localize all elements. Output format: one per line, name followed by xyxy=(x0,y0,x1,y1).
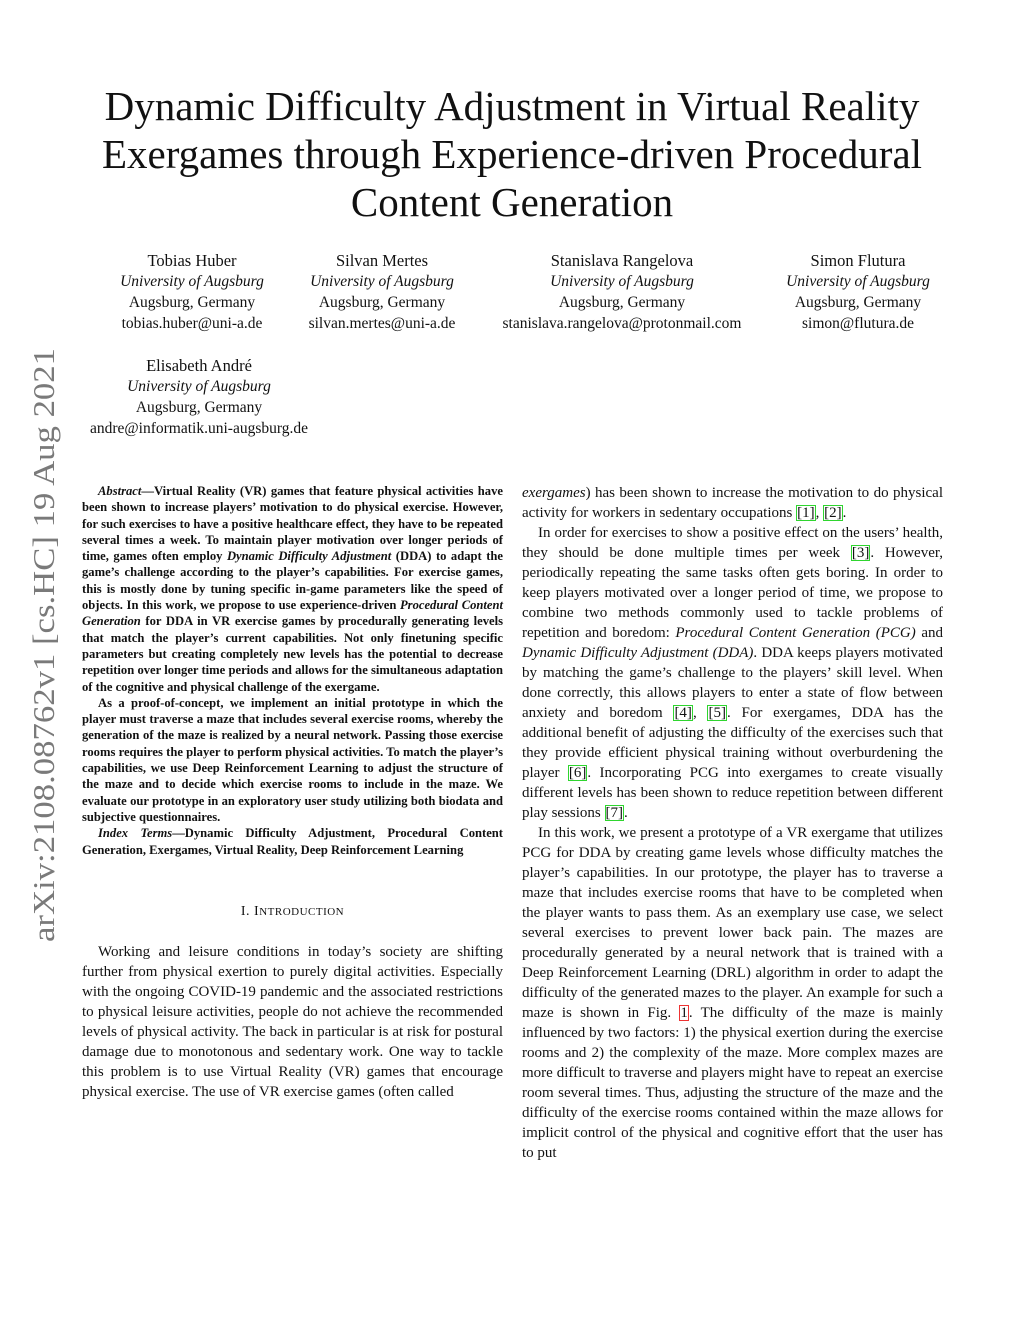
author-name: Tobias Huber xyxy=(147,251,237,270)
section-rest: NTRODUCTION xyxy=(259,905,345,918)
author-name: Silvan Mertes xyxy=(335,251,429,270)
body-text: . Incorporating PCG into exergames to create visually different levels has been shown to reduce repetition between different play sessions xyxy=(522,765,943,821)
author-block-2 xyxy=(292,250,472,334)
author-name: Stanislava Rangelova xyxy=(550,251,694,270)
figure-reference-link[interactable]: 1 xyxy=(680,1005,688,1021)
author-location: Augsburg, Germany xyxy=(558,294,686,311)
author-name: Elisabeth André xyxy=(146,356,252,375)
paper-title xyxy=(60,82,964,226)
author-location: Augsburg, Germany xyxy=(135,399,263,416)
body-text: . The difficulty of the maze is mainly influenced by two factors: 1) the physical exertion during the exercise rooms and 2) the complexity of the maze. More complex mazes are more difficult to traverse and players might have to repeat an exercise room several times. Thus, adjusting the structure of the maze and the difficulty of the exercise rooms contained within the maze allows for implicit control of the physical and cognitive effort that the user has to put xyxy=(522,1005,943,1161)
abstract-text: for DDA in VR exercise games by procedurally generating levels that match the player’s current capabilities. Not only finetuning specific parameters but creating completely new levels has the potential to decrease repetition over longer time periods and allows for the simultaneous adaptation of the cognitive and physical challenge of the exergame. xyxy=(82,614,503,694)
author-block-4 xyxy=(770,250,946,334)
pcg-term: Procedural Content Generation xyxy=(82,598,503,629)
index-terms xyxy=(82,825,503,858)
right-column xyxy=(522,483,943,1163)
abstract-paragraph-2: As a proof-of-concept, we implement an initial prototype in which the player must traverse a maze that includes several exercise rooms, whereby the generation of the maze is realized by a neural network. Passing those exercise rooms requires the player to perform physical activities. To match the player’s capabilities, we use Deep Reinforcement Learning to adjust the structure of the maze and to decide which exercise rooms to include in the maze. We evaluate our prototype in an exploratory user study utilizing both biodata and subjective questionnaires. xyxy=(82,695,503,824)
body-text: . xyxy=(624,805,628,821)
arxiv-stamp-svg xyxy=(20,345,64,945)
author-email: simon@flutura.de xyxy=(802,315,914,332)
index-terms-label: Index Terms xyxy=(98,826,173,841)
index-terms-text: —Dynamic Difficulty Adjustment, Procedural Content Generation, Exergames, Virtual Reality, Deep Reinforcement Learning xyxy=(82,826,503,857)
body-text: . For exergames, DDA has the additional benefit of adjusting the difficulty of the exercises such that they provide efficient physical training without overburdening the player xyxy=(522,705,944,781)
separator: , xyxy=(815,505,824,521)
citation-link[interactable]: [6] xyxy=(568,765,587,781)
dda-term: Dynamic Difficulty Adjustment (DDA) xyxy=(522,645,754,661)
body-text: ) has been shown to increase the motivation to do physical activity for workers in sedentary occupations xyxy=(522,485,943,521)
title-line-2: Exergames through Experience-driven Procedural xyxy=(101,131,923,177)
title-line-1: Dynamic Difficulty Adjustment in Virtual Reality xyxy=(104,83,920,129)
body-text: . xyxy=(842,505,847,521)
author-block-3 xyxy=(490,250,754,334)
intro-paragraph-1: Working and leisure conditions in today’s society are shifting further from physical exertion to purely digital activities. Especially with the ongoing COVID-19 pandemic and the associated restrictions to physical leisure activities, people do not achieve the recommended levels of physical activity. The back in particular is at risk for postural damage due to monotonous and sedentary work. One way to tackle this problem is to use Virtual Reality (VR) games that encourage physical exercise. The use of VR exercise games (often called xyxy=(82,943,503,1100)
abstract-paragraph-1 xyxy=(82,483,503,695)
section-heading-introduction xyxy=(82,902,503,922)
abstract xyxy=(82,483,503,858)
intro-paragraph-3 xyxy=(522,823,943,1163)
author-name: Simon Flutura xyxy=(810,251,906,270)
author-email: tobias.huber@uni-a.de xyxy=(121,315,263,332)
left-column xyxy=(82,483,503,1102)
author-location: Augsburg, Germany xyxy=(794,294,922,311)
author-affiliation: University of Augsburg xyxy=(127,378,271,395)
intro-paragraph-2 xyxy=(522,523,943,823)
author-email: stanislava.rangelova@protonmail.com xyxy=(502,315,742,332)
body-text: and xyxy=(915,625,943,641)
author-email: andre@informatik.uni-augsburg.de xyxy=(89,420,308,437)
arxiv-stamp-text: arXiv:2108.08762v1 [cs.HC] 19 Aug 2021 xyxy=(26,411,61,942)
body-text: . DDA keeps players motivated by matching the game’s challenge to the players’ skill level. When done correctly, this allows players to enter a state of flow between anxiety and boredom xyxy=(522,645,943,721)
author-affiliation: University of Augsburg xyxy=(550,273,694,290)
abstract-text: —Virtual Reality (VR) games that feature physical activities have been shown to increase players’ motivation to do physical exercise. However, for such exercises to have a positive healthcare effect, they have to be repeated several times a week. To maintain player motivation over longer periods of time, games often employ xyxy=(82,484,503,564)
section-first-letter: I xyxy=(254,903,260,919)
title-line-3: Content Generation xyxy=(350,179,674,225)
separator: , xyxy=(692,705,708,721)
body-text: In order for exercises to show a positive effect on the users’ health, they should be done multiple times per week xyxy=(522,525,943,561)
citation-link[interactable]: [4] xyxy=(674,705,692,721)
citation-link[interactable]: [2] xyxy=(824,505,842,521)
body-text: . However, periodically repeating the same tasks often gets boring. In order to keep players motivated over a longer period of time, we propose to combine two methods commonly used to tackle problems of repetition and boredom: xyxy=(522,545,943,641)
author-block-1 xyxy=(102,250,282,334)
author-block-5 xyxy=(78,355,320,439)
section-numeral: I. xyxy=(240,903,255,919)
author-affiliation: University of Augsburg xyxy=(310,273,454,290)
author-affiliation: University of Augsburg xyxy=(120,273,264,290)
abstract-label: Abstract xyxy=(98,484,142,498)
pcg-term: Procedural Content Generation (PCG) xyxy=(675,625,916,641)
author-affiliation: University of Augsburg xyxy=(786,273,930,290)
exergames-term: exergames xyxy=(522,485,586,501)
citation-link[interactable]: [5] xyxy=(708,705,726,721)
dda-term: Dynamic Difficulty Adjustment xyxy=(226,549,392,564)
citation-link[interactable]: [1] xyxy=(797,505,815,521)
abstract-text: (DDA) to adapt the game’s challenge according to the player’s capabilities. For exercise games, this is mostly done by tuning specific in-game parameters like the speed of objects. In this work, we propose to use experience-driven xyxy=(82,549,504,613)
body-text: In this work, we present a prototype of a VR exergame that utilizes PCG for DDA by creating game levels whose difficulty matches the player’s capabilities. In our prototype, the player has to traverse a maze that includes exercise rooms that have to be completed when the player wants to pass them. As an exemplary use case, we select several exercises to prevent lower back pain. The mazes are procedurally generated by a neural network that is trained with a Deep Reinforcement Learning (DRL) algorithm in order to adapt the difficulty of the generated mazes to the player. An example for such a maze is shown in Fig. xyxy=(522,825,943,1021)
author-email: silvan.mertes@uni-a.de xyxy=(308,315,456,332)
citation-link[interactable]: [7] xyxy=(605,805,623,821)
intro-paragraph-continued xyxy=(522,483,943,523)
author-location: Augsburg, Germany xyxy=(128,294,256,311)
arxiv-identifier-stamp xyxy=(20,345,64,945)
citation-link[interactable]: [3] xyxy=(851,545,870,561)
author-location: Augsburg, Germany xyxy=(318,294,446,311)
